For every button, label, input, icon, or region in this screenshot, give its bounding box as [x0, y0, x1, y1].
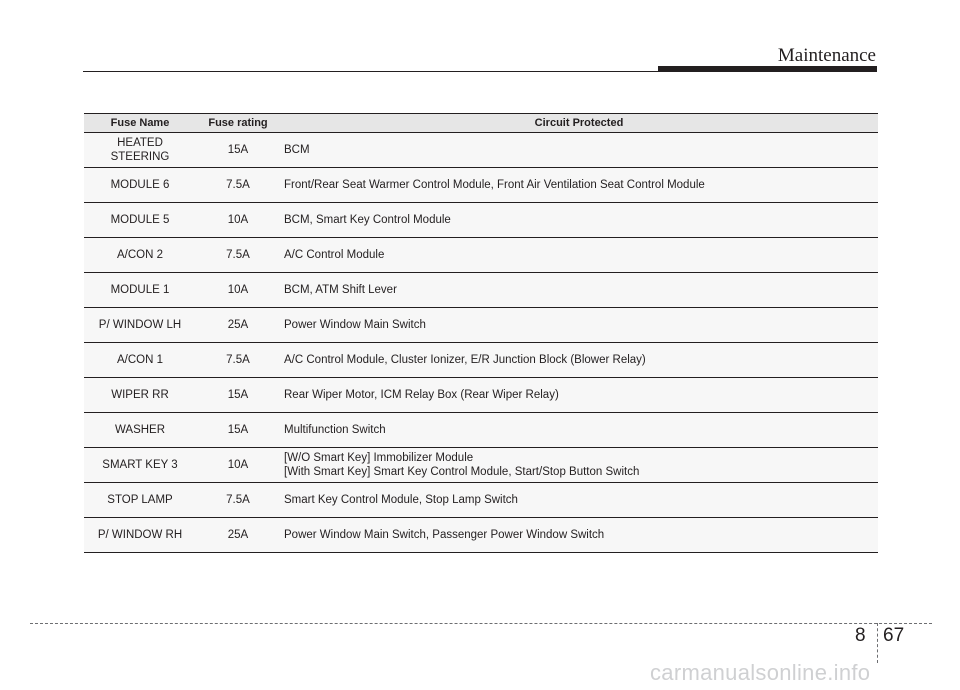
fuse-rating: 7.5A: [196, 343, 280, 378]
table-row: [84, 273, 878, 308]
fuse-name-cell: [84, 168, 196, 203]
fuse-name-cell: [84, 343, 196, 378]
circuit-protected: [W/O Smart Key] Immobilizer Module: [284, 451, 474, 464]
section-title: Maintenance: [777, 45, 876, 66]
fuse-name-cell: [84, 308, 196, 343]
circuit-protected-cell: [280, 413, 878, 448]
circuit-protected-cell: [280, 378, 878, 413]
table-row: [84, 168, 878, 203]
circuit-protected-cell: [280, 308, 878, 343]
fuse-name: MODULE 6: [110, 178, 170, 191]
fuse-name-cell: [84, 413, 196, 448]
fuse-rating: 15A: [196, 378, 280, 413]
circuit-protected: Rear Wiper Motor, ICM Relay Box (Rear Wiper Relay): [284, 388, 559, 401]
fuse-rating: 15A: [196, 133, 280, 168]
fuse-name: WASHER: [114, 423, 166, 436]
table-row: [84, 518, 878, 553]
chapter-number: 8: [855, 625, 866, 646]
circuit-protected-cell: [280, 483, 878, 518]
fuse-rating: 7.5A: [196, 483, 280, 518]
table-row: [84, 413, 878, 448]
footer-dashed-rule: [30, 623, 932, 624]
circuit-protected: A/C Control Module: [284, 248, 385, 261]
fuse-name: A/CON 2: [116, 248, 163, 261]
circuit-protected-cell: [280, 448, 878, 483]
fuse-name-cell: [84, 518, 196, 553]
column-header-fuse-name: Fuse Name: [84, 114, 196, 133]
fuse-table-body: [84, 133, 878, 553]
fuse-name-cell: [84, 378, 196, 413]
fuse-name: P/ WINDOW LH: [98, 318, 182, 331]
page-number-separator: [877, 623, 878, 663]
table-row: [84, 343, 878, 378]
fuse-name: WIPER RR: [111, 388, 169, 401]
fuse-name: MODULE 5: [110, 213, 170, 226]
fuse-name: STEERING: [110, 151, 170, 163]
fuse-name-cell: [84, 448, 196, 483]
fuse-rating: 25A: [196, 518, 280, 553]
fuse-rating: 10A: [196, 203, 280, 238]
circuit-protected: BCM: [284, 143, 310, 156]
fuse-name-cell: [84, 273, 196, 308]
watermark: carmanualsonline.info: [650, 660, 871, 685]
table-row: [84, 448, 878, 483]
fuse-name: P/ WINDOW RH: [97, 528, 183, 541]
table-row: [84, 238, 878, 273]
fuse-rating: 15A: [196, 413, 280, 448]
fuse-rating: 10A: [196, 273, 280, 308]
circuit-protected-cell: [280, 518, 878, 553]
fuse-name: HEATED: [117, 136, 163, 149]
column-header-fuse-rating: Fuse rating: [196, 114, 280, 133]
header-rule-thin: [83, 71, 660, 72]
circuit-protected-cell: [280, 168, 878, 203]
header-rule-thick: [658, 66, 877, 72]
circuit-protected-cell: [280, 133, 878, 168]
fuse-table: [84, 113, 878, 553]
circuit-protected-cell: [280, 343, 878, 378]
circuit-protected: Front/Rear Seat Warmer Control Module, Front Air Ventilation Seat Control Module: [284, 178, 705, 191]
fuse-name-cell: [84, 483, 196, 518]
fuse-rating: 7.5A: [196, 168, 280, 203]
circuit-protected: BCM, Smart Key Control Module: [284, 213, 451, 226]
fuse-name-cell: [84, 133, 196, 168]
fuse-rating: 7.5A: [196, 238, 280, 273]
fuse-name: A/CON 1: [116, 353, 163, 366]
circuit-protected: Power Window Main Switch, Passenger Power Window Switch: [284, 528, 605, 541]
circuit-protected-cell: [280, 238, 878, 273]
table-row: [84, 378, 878, 413]
fuse-name: SMART KEY 3: [102, 458, 178, 471]
fuse-name-cell: [84, 203, 196, 238]
page-number: 67: [883, 625, 905, 646]
circuit-protected: A/C Control Module, Cluster Ionizer, E/R Junction Block (Blower Relay): [284, 353, 646, 366]
fuse-name: MODULE 1: [110, 283, 170, 296]
table-row: [84, 308, 878, 343]
circuit-protected: BCM, ATM Shift Lever: [284, 283, 397, 296]
circuit-protected: Multifunction Switch: [284, 423, 386, 436]
fuse-name: STOP LAMP: [107, 493, 173, 506]
fuse-rating: 25A: [196, 308, 280, 343]
column-header-circuit-protected: Circuit Protected: [280, 114, 878, 133]
circuit-protected: Smart Key Control Module, Stop Lamp Switch: [284, 493, 518, 506]
table-header-row: [84, 114, 878, 133]
table-row: [84, 203, 878, 238]
fuse-name-cell: [84, 238, 196, 273]
circuit-protected: [With Smart Key] Smart Key Control Module, Start/Stop Button Switch: [284, 466, 640, 478]
circuit-protected-cell: [280, 203, 878, 238]
fuse-rating: 10A: [196, 448, 280, 483]
table-row: [84, 133, 878, 168]
circuit-protected-cell: [280, 273, 878, 308]
circuit-protected: Power Window Main Switch: [284, 318, 426, 331]
table-row: [84, 483, 878, 518]
